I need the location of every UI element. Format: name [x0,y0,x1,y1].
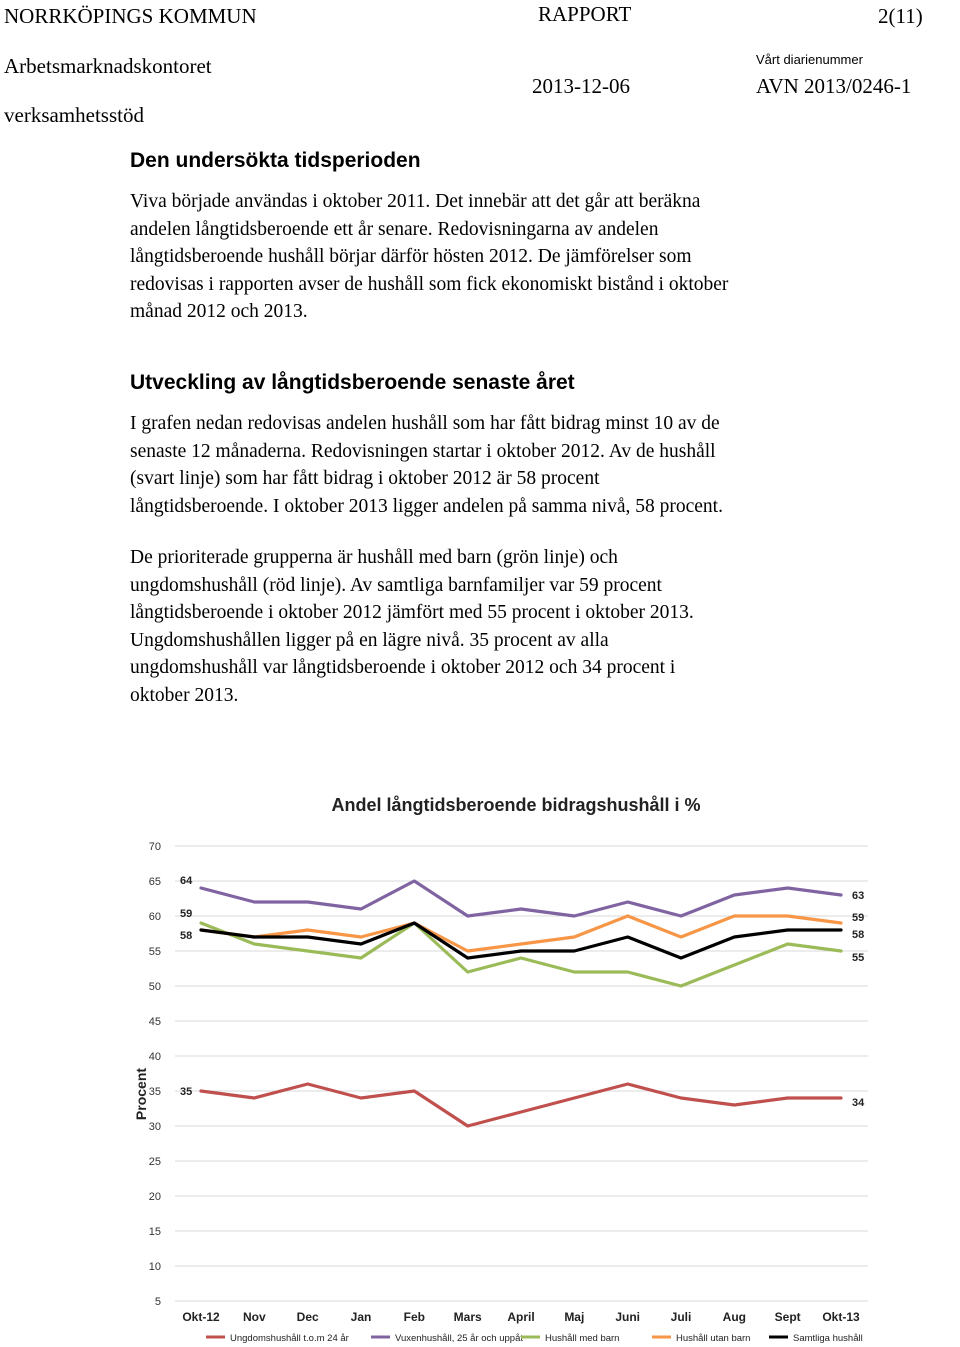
legend-label: Ungdomshushåll t.o.m 24 år [230,1333,349,1344]
text-line: Ungdomshushållen ligger på en lägre nivå. 35 procent av alla [130,629,609,651]
legend [206,1333,863,1344]
x-tick-label: Dec [296,1310,319,1324]
series-line [201,881,841,916]
data-label: 55 [852,952,865,964]
legend-label: Hushåll utan barn [676,1333,751,1344]
x-tick-label: April [507,1310,535,1324]
legend-label: Hushåll med barn [545,1333,620,1344]
legend-label: Vuxenhushåll, 25 år och uppåt [395,1333,523,1344]
text-line: långtidsberoende hushåll börjar därför hösten 2012. De jämförelser som [130,246,692,267]
x-tick-label: Aug [722,1310,746,1324]
legend-label: Samtliga hushåll [793,1333,863,1344]
data-label: 64 [180,875,193,887]
series-line [201,923,841,958]
text-line: ungdomshushåll var långtidsberoende i oktober 2012 och 34 procent i [130,657,676,678]
y-axis-label: Procent [133,1067,149,1121]
department: Arbetsmarknadskontoret [4,54,212,78]
y-tick-label: 40 [148,1051,161,1063]
y-tick-label: 55 [148,946,161,958]
paragraph-graph-intro [130,410,870,520]
text-line: (svart linje) som har fått bidrag i oktober 2012 är 58 procent [130,468,600,489]
y-tick-label: 65 [148,876,161,888]
data-label: 58 [852,929,865,941]
chart-title: Andel långtidsberoende bidragshushåll i % [331,795,701,815]
text-line: andelen långtidsberoende ett år senare. Redovisningarna av andelen [130,218,659,240]
text-line: redovisas i rapporten avser de hushåll som fick ekonomiskt bistånd i oktober [130,273,729,295]
reference-number: AVN 2013/0246-1 [756,74,912,98]
section-heading-period: Den undersökta tidsperioden [130,149,421,172]
gridlines [175,846,868,1301]
data-label: 58 [180,930,193,942]
reference-label: Vårt diarienummer [756,52,863,67]
report-date: 2013-12-06 [532,74,630,98]
x-tick-label: Okt-12 [182,1310,220,1324]
text-line: oktober 2013. [130,684,239,706]
x-tick-label: Nov [242,1310,266,1324]
y-axis-ticks [149,841,161,1308]
x-tick-label: Jan [350,1310,372,1324]
series-line [201,916,841,951]
section-heading-development: Utveckling av långtidsberoende senaste året [130,371,575,394]
x-tick-label: Juli [670,1310,692,1324]
data-label: 35 [180,1086,193,1098]
text-line: senaste 12 månaderna. Redovisningen startar i oktober 2012. Av de hushåll [130,440,716,462]
text-line: De prioriterade grupperna är hushåll med barn (grön linje) och [130,547,618,568]
x-tick-label: Okt-13 [822,1310,860,1324]
text-line: månad 2012 och 2013. [130,301,308,322]
data-label: 63 [852,890,865,902]
data-label: 34 [852,1097,865,1109]
y-tick-label: 10 [148,1261,161,1273]
x-tick-label: Sept [774,1310,801,1324]
y-tick-label: 45 [148,1016,161,1028]
y-tick-label: 30 [148,1121,161,1133]
y-tick-label: 70 [148,841,161,853]
doc-type: RAPPORT [538,2,632,26]
department-sub: verksamhetsstöd [4,103,144,127]
y-tick-label: 20 [148,1191,161,1203]
y-tick-label: 15 [148,1226,161,1238]
x-tick-label: Feb [403,1310,426,1324]
org-name: NORRKÖPINGS KOMMUN [4,4,257,28]
y-tick-label: 60 [148,911,161,923]
line-chart [0,780,960,1347]
y-tick-label: 5 [154,1296,161,1308]
page-number: 2(11) [878,4,923,28]
series-lines [201,881,841,1126]
x-tick-label: Mars [453,1310,482,1324]
x-tick-label: Juni [615,1310,641,1324]
data-label: 59 [180,908,193,920]
paragraph-period [130,188,870,326]
x-axis-ticks [182,1310,860,1324]
paragraph-priority-groups [130,544,870,709]
text-line: långtidsberoende. I oktober 2013 ligger andelen på samma nivå, 58 procent. [130,495,723,517]
y-tick-label: 50 [148,981,161,993]
text-line: I grafen nedan redovisas andelen hushåll som har fått bidrag minst 10 av de [130,413,720,434]
text-line: Viva började användas i oktober 2011. Det innebär att det går att beräkna [130,191,701,212]
y-tick-label: 35 [148,1086,161,1098]
series-line [201,1084,841,1126]
text-line: långtidsberoende i oktober 2012 jämfört med 55 procent i oktober 2013. [130,602,694,623]
y-tick-label: 25 [148,1156,161,1168]
data-label: 59 [852,912,865,924]
x-tick-label: Maj [564,1310,585,1324]
text-line: ungdomshushåll (röd linje). Av samtliga barnfamiljer var 59 procent [130,574,662,596]
